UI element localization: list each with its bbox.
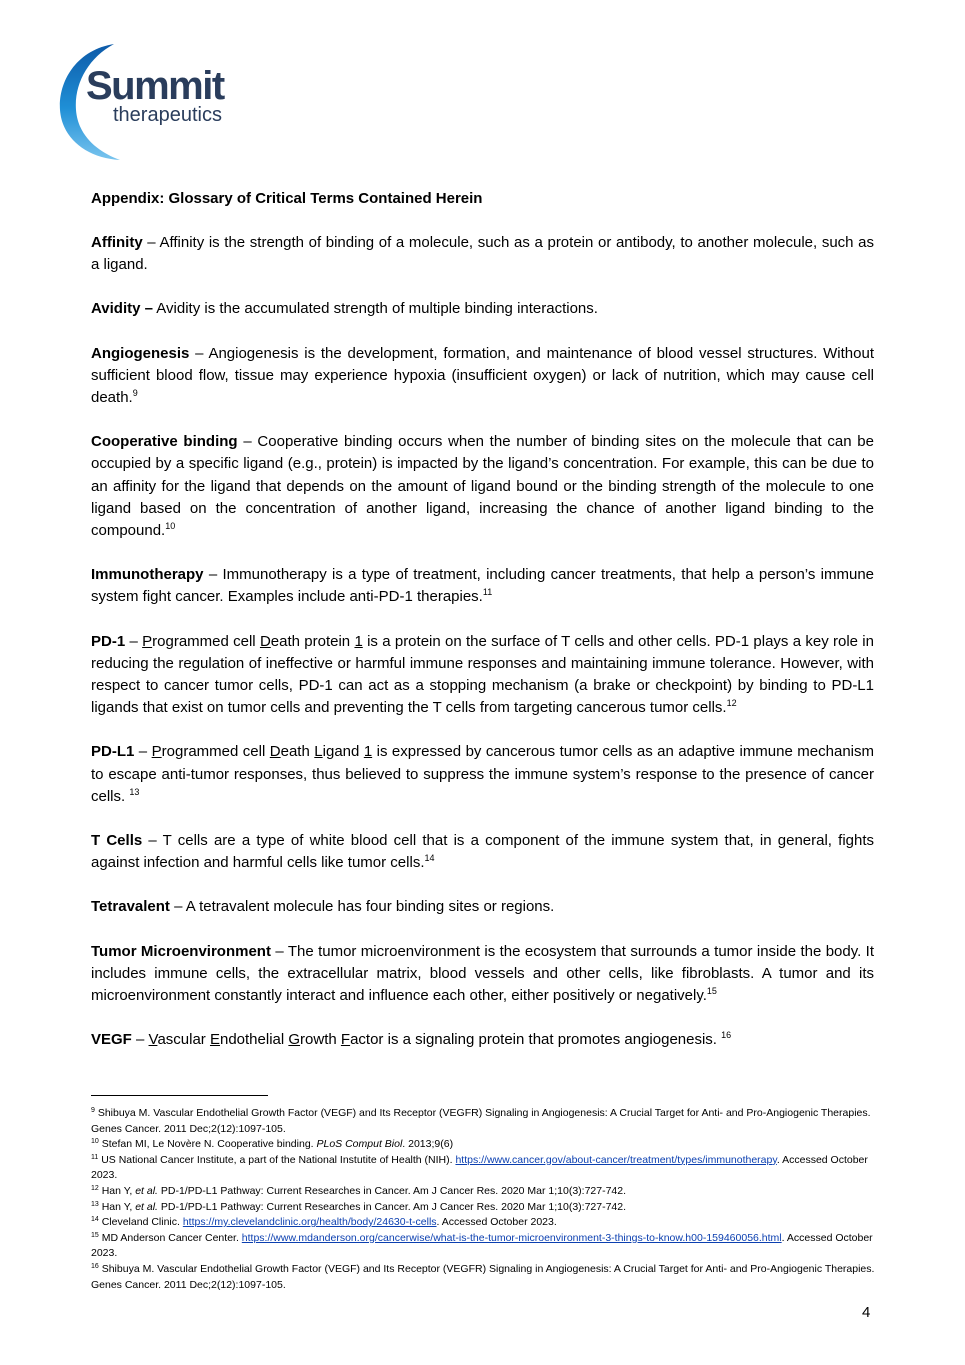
term-text: eath protein <box>270 632 355 650</box>
term-separator: – <box>131 1031 149 1049</box>
term-separator: – <box>270 942 288 960</box>
term-label: Cooperative binding <box>91 433 238 451</box>
footnote-text: Shibuya M. Vascular Endothelial Growth Factor (VEGF) and Its Receptor (VEGFR) Signaling in Angiogenesis: A Crucial Target for Anti- and Pro-Angiogenic Therapies. Genes Cancer. 2011 Dec;2(12):1097-105. <box>91 1262 875 1291</box>
footnote-13 <box>91 1200 881 1216</box>
footnote-text: . 2013;9(6) <box>402 1138 454 1151</box>
term-label: T Cells <box>91 832 143 850</box>
term-tetravalent <box>91 896 874 918</box>
term-vegf <box>91 1029 874 1051</box>
footnote-text: Han Y, <box>98 1184 136 1197</box>
term-definition: Immunotherapy is a type of treatment, including cancer treatments, that help a person’s immune system fight cancer. Examples include anti-PD-1 therapies. <box>91 566 875 606</box>
footnote-number: 13 <box>91 1200 99 1208</box>
term-text: rogrammed cell <box>161 743 270 761</box>
term-definition: Cooperative binding occurs when the number of binding sites on the molecule that can be occupied by a specific ligand (e.g., protein) is impacted by the ligand’s concentration. For example, this can be due to an affinity for the ligand that depends on the amount of ligand bound or the binding strength of the molecule to one ligand based on the concentration of another ligand, increasing the chance of another ligand binding to the compound. <box>91 433 874 540</box>
footnote-15 <box>91 1231 881 1262</box>
footnote-text: . Accessed October 2023. <box>436 1216 557 1229</box>
footnote-ref: 14 <box>424 853 435 864</box>
term-separator: – <box>142 832 163 850</box>
acronym-letter: V <box>148 1031 158 1049</box>
acronym-letter: P <box>142 632 153 650</box>
term-definition: is expressed by cancerous tumor cells as an adaptive immune mechanism to escape anti-tumor responses, thus believed to suppress the immune system’s response to the presence of cancer cells. <box>91 743 874 805</box>
term-definition: Avidity is the accumulated strength of multiple binding interactions. <box>152 300 598 318</box>
acronym-letter: 1 <box>363 743 373 761</box>
footnote-text: Stefan MI, Le Novère N. Cooperative binding. <box>98 1138 317 1151</box>
footnote-divider <box>91 1095 268 1096</box>
term-pdl1 <box>91 741 874 808</box>
term-separator: – <box>237 433 258 451</box>
acronym-letter: F <box>340 1031 351 1049</box>
footnote-9 <box>91 1106 881 1137</box>
term-definition: Affinity is the strength of binding of a molecule, such as a protein or antibody, to another molecule, such as a ligand. <box>91 234 874 274</box>
footnote-ref: 9 <box>132 388 138 399</box>
footnote-ref: 15 <box>706 986 717 997</box>
term-definition: T cells are a type of white blood cell that is a component of the immune system that, in general, fights against infection and harmful cells like tumor cells. <box>91 832 875 872</box>
footnote-text: Han Y, <box>98 1200 136 1213</box>
term-affinity <box>91 232 874 276</box>
logo-wordmark: Summit <box>86 64 224 108</box>
footnote-ref: 10 <box>165 521 176 532</box>
footnote-text: . Accessed October 2023. <box>91 1153 868 1182</box>
term-label: PD-1 <box>91 632 126 650</box>
footnote-text: . Accessed October 2023. <box>91 1231 873 1260</box>
term-avidity <box>91 298 874 320</box>
term-angiogenesis <box>91 343 874 410</box>
footnote-11 <box>91 1153 881 1184</box>
term-text: rogrammed cell <box>152 632 260 650</box>
acronym-letter: L <box>314 743 323 761</box>
footnote-number: 16 <box>91 1262 99 1270</box>
footnote-text: US National Cancer Institute, a part of the National Instutite of Health (NIH). <box>98 1153 456 1166</box>
footnote-etal: et al. <box>135 1200 158 1213</box>
footnote-ref: 16 <box>721 1030 732 1041</box>
footnote-text: PD-1/PD-L1 Pathway: Current Researches in Cancer. Am J Cancer Res. 2020 Mar 1;10(3):727-742. <box>157 1200 627 1213</box>
term-label: Avidity – <box>91 300 153 318</box>
footnote-10 <box>91 1137 881 1153</box>
footnote-number: 14 <box>91 1216 99 1224</box>
acronym-letter: D <box>259 632 271 650</box>
footnote-ref: 12 <box>726 698 737 709</box>
term-separator: – <box>134 743 152 761</box>
footnote-number: 12 <box>91 1184 99 1192</box>
term-cooperative-binding <box>91 431 874 542</box>
footnote-text: Shibuya M. Vascular Endothelial Growth Factor (VEGF) and Its Receptor (VEGFR) Signaling in Angiogenesis: A Crucial Target for Anti- and Pro-Angiogenic Therapies. Genes Cancer. 2011 Dec;2(12):1097-105. <box>91 1107 871 1135</box>
footnotes <box>91 1106 881 1293</box>
acronym-letter: G <box>288 1031 301 1049</box>
term-label: Angiogenesis <box>91 344 190 362</box>
term-separator: – <box>203 566 223 584</box>
term-pd1 <box>91 631 874 720</box>
acronym-letter: P <box>151 743 162 761</box>
term-separator: – <box>189 344 209 362</box>
footnote-12 <box>91 1184 881 1200</box>
term-text: igand <box>322 743 364 761</box>
footnote-number: 11 <box>91 1153 99 1161</box>
term-text: ascular <box>157 1031 210 1049</box>
acronym-letter: E <box>209 1031 220 1049</box>
term-label: Affinity <box>91 234 143 251</box>
term-label: Tumor Microenvironment <box>91 942 271 960</box>
acronym-letter: 1 <box>354 632 363 650</box>
term-text: actor <box>350 1031 384 1049</box>
term-definition: is a protein on the surface of T cells and other cells. PD-1 plays a key role in reducing the regulation of ineffective or harmful immune responses and maintaining immune tolerance. However, with respect to cancer tumor cells, PD-1 can act as a stopping mechanism (a brake or checkpoint) by binding to PD-L1 ligands that exist on tumor cells and preventing the T cells from targeting cancerous tumor cells. <box>91 632 874 717</box>
footnote-link[interactable]: https://www.cancer.gov/about-cancer/treatment/types/immunotherapy <box>455 1153 777 1166</box>
footnote-number: 9 <box>91 1107 95 1114</box>
footnote-number: 10 <box>91 1138 99 1146</box>
footnote-text: PD-1/PD-L1 Pathway: Current Researches in Cancer. Am J Cancer Res. 2020 Mar 1;10(3):727-742. <box>157 1184 627 1197</box>
term-text: ndothelial <box>219 1031 289 1049</box>
term-t-cells <box>91 830 874 874</box>
company-logo <box>56 40 256 165</box>
term-label: VEGF <box>91 1031 132 1049</box>
footnote-16 <box>91 1262 881 1293</box>
term-definition: The tumor microenvironment is the ecosystem that surrounds a tumor inside the body. It includes immune cells, the extracellular matrix, blood vessels and other cells, like fibroblasts. A tumor and its microenvironment constantly interact and influence each other, either positively or negatively. <box>91 942 874 1005</box>
footnote-ref: 11 <box>482 587 493 598</box>
footnote-number: 15 <box>91 1231 99 1239</box>
footnote-text: MD Anderson Cancer Center. <box>98 1231 242 1244</box>
acronym-letter: D <box>269 743 281 761</box>
footnote-ref: 13 <box>129 786 140 797</box>
logo-subtitle: therapeutics <box>113 104 222 126</box>
term-label: Immunotherapy <box>91 566 204 584</box>
footnote-etal: et al. <box>135 1184 158 1197</box>
term-tumor-microenvironment <box>91 941 874 1008</box>
term-text: eath <box>280 743 315 761</box>
footnote-text: Cleveland Clinic. <box>98 1216 183 1229</box>
footnote-link[interactable]: https://my.clevelandclinic.org/health/body/24630-t-cells <box>182 1216 437 1229</box>
term-separator: – <box>125 632 143 650</box>
footnote-journal: PLoS Comput Biol <box>316 1138 403 1151</box>
footnote-link[interactable]: https://www.mdanderson.org/cancerwise/what-is-the-tumor-microenvironment-3-things-to-know.h00-159460056.html <box>241 1231 782 1244</box>
term-label: Tetravalent <box>91 898 170 916</box>
term-immunotherapy <box>91 564 874 608</box>
term-definition: A tetravalent molecule has four binding sites or regions. <box>185 898 555 916</box>
term-definition: Angiogenesis is the development, formation, and maintenance of blood vessel structures. Without sufficient blood flow, tissue may experience hypoxia (insufficient oxygen) or lack of nutrition, which may cause cell death. <box>91 344 874 407</box>
term-label: PD-L1 <box>91 743 135 761</box>
term-text: rowth <box>300 1031 341 1049</box>
term-definition: is a signaling protein that promotes angiogenesis. <box>383 1031 722 1049</box>
page-title: Appendix: Glossary of Critical Terms Contained Herein <box>91 190 483 207</box>
term-separator: – <box>142 234 160 251</box>
term-separator: – <box>169 898 186 916</box>
glossary-content <box>91 188 874 1073</box>
page-number: 4 <box>862 1304 871 1321</box>
footnote-14 <box>91 1215 881 1231</box>
